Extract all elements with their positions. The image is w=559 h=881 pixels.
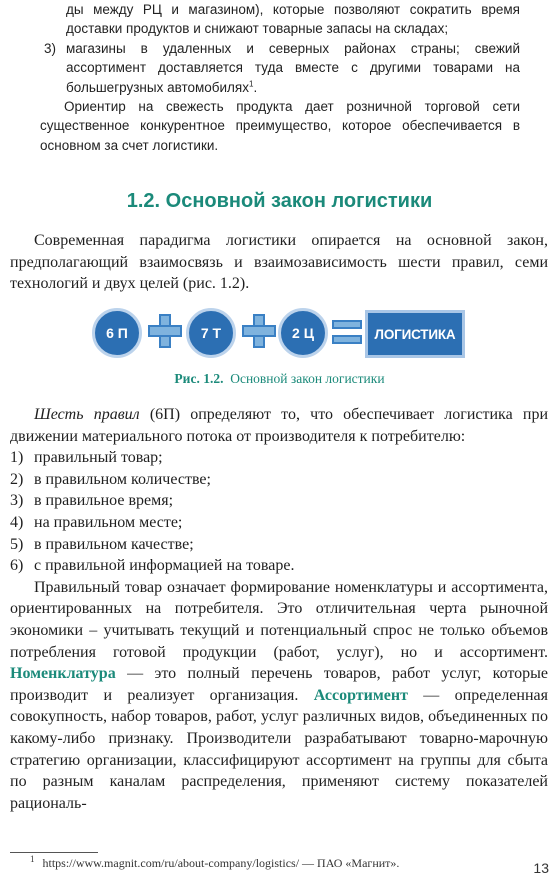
list-item-number: 5) — [10, 535, 24, 553]
list-item — [10, 469, 548, 491]
list-item-number: 3) — [44, 40, 57, 56]
list-item-number: 3) — [10, 492, 24, 510]
circle-7t: 7 Т — [186, 308, 236, 358]
list-item — [10, 512, 548, 534]
list-item-text: с правильной информацией на товаре. — [34, 557, 295, 575]
main-text — [10, 404, 548, 814]
intro-block — [10, 230, 548, 295]
rules-term: Шесть правил — [34, 406, 140, 423]
list-item-text: правильный товар; — [34, 449, 163, 467]
term-nomenclature: Номенклатура — [10, 665, 116, 683]
list-item-text: магазины в удаленных и северных районах страны; свежий ассортимент доставляется туда вместе с другими товарами на большегрузных автомобилях — [66, 40, 520, 95]
list-item — [10, 555, 548, 577]
footnote-mark: 1 — [249, 79, 254, 89]
circle-2c: 2 Ц — [278, 308, 328, 358]
footnote — [30, 856, 399, 871]
circle-6p: 6 П — [92, 308, 142, 358]
figure-logistics-law — [0, 305, 559, 355]
list-item — [10, 534, 548, 556]
equals-icon — [332, 320, 362, 344]
page-number: 13 — [533, 860, 549, 876]
top-fragment — [40, 0, 520, 155]
list-item — [10, 490, 548, 512]
list-item — [10, 447, 548, 469]
assortment-paragraph — [10, 577, 548, 815]
term-assortment: Ассортимент — [313, 686, 408, 704]
list-item-text: на правильном месте; — [34, 513, 183, 531]
paragraph-text: — определенная совокупность, набор товаров, работ, услуг различных видов, объединенных по какому-либо признаку. Производители разрабатывают товарно-марочную стратегию организации, классифицируют ассортимент на группы для сбыта по разным каналам распределения, применяют систему показателей рациональ- — [10, 686, 548, 812]
list-item-3 — [40, 39, 520, 97]
intro-paragraph: Современная парадигма логистики опирается на основной закон, предполагающий взаимосвязь и взаимозависимость шести правил, семи технологий и двух целей (рис. 1.2). — [10, 232, 548, 293]
rules-intro-text: (6П) определяют то, что обеспечивает логистика при движении материального потока от производителя к потребителю: — [10, 406, 548, 445]
rules-intro — [10, 404, 548, 447]
section-heading: 1.2. Основной закон логистики — [126, 190, 433, 212]
list-item-text: в правильном количестве; — [34, 470, 211, 488]
list-item-number: 1) — [10, 449, 24, 467]
paragraph-text: — это полный перечень товаров, работ услуг, которые производит и реализует организация. — [10, 665, 548, 704]
list-item-text: в правильном качестве; — [34, 535, 194, 553]
logistics-box: ЛОГИСТИКА — [365, 310, 465, 358]
footnote-mark: 1 — [30, 854, 35, 864]
caption-text: Основной закон логистики — [230, 371, 385, 386]
plus-icon — [242, 314, 276, 348]
figure-caption — [0, 371, 559, 387]
caption-label: Рис. 1.2. — [174, 371, 224, 386]
list-item-number: 4) — [10, 513, 24, 531]
continued-line: ды между РЦ и магазином), которые позволяют сократить время доставки продуктов и снижают товарные запасы на складах; — [66, 2, 520, 37]
list-item-end: . — [253, 79, 258, 95]
footnote-divider — [10, 852, 98, 853]
paragraph-text: Правильный товар означает формирование номенклатуры и ассортимента, ориентированных на потребителя. Это отличительная черта рыночной экономики – учитывать текущий и потенциальный спрос не только объемов потребления готовой продукции (работ, услуг), но и ассортимент. — [10, 578, 548, 661]
footnote-link[interactable]: https://www.magnit.com/ru/about-company/logistics/ — ПАО «Магнит». — [42, 856, 400, 870]
freshness-paragraph: Ориентир на свежесть продукта дает розничной торговой сети существенное конкурентное преимущество, которое обеспечивается в основном за счет логистики. — [40, 99, 520, 153]
list-item-text: в правильное время; — [34, 492, 174, 510]
list-item-number: 2) — [10, 470, 24, 488]
list-item-number: 6) — [10, 557, 24, 575]
plus-icon — [148, 314, 182, 348]
